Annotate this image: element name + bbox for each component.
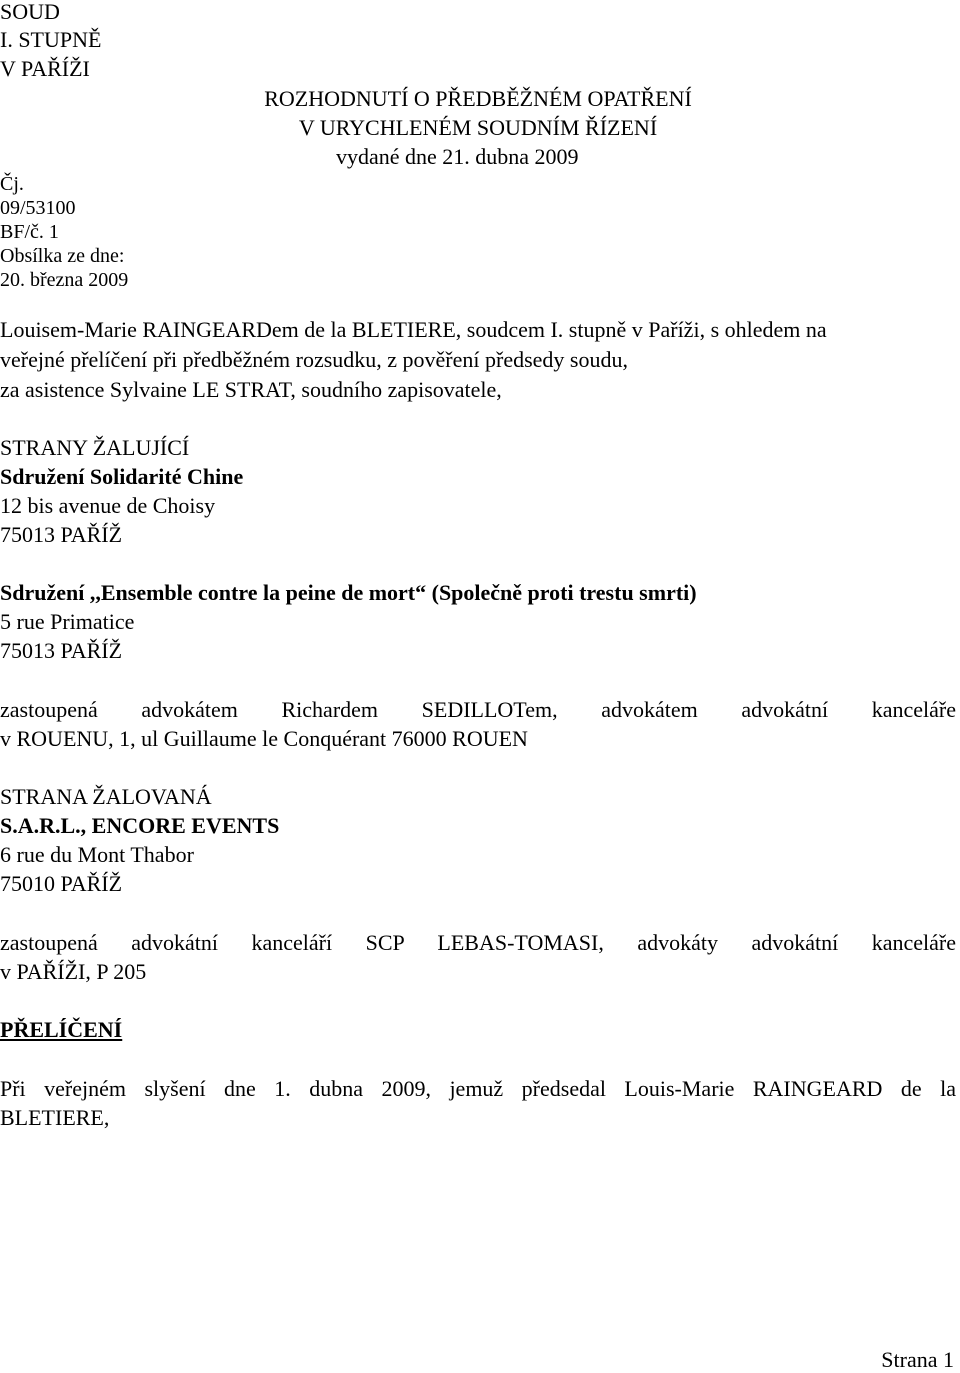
defendant-counsel-line-2: v PAŘÍŽI, P 205 xyxy=(0,959,147,984)
hearing-line-1: Při veřejném slyšení dne 1. dubna 2009, jemuž předsedal Louis-Marie RAINGEARD de la xyxy=(0,1076,956,1101)
case-ref-label: Čj. xyxy=(0,173,24,195)
plaintiff-2-street: 5 rue Primatice xyxy=(0,609,135,634)
defendant-heading: STRANA ŽALOVANÁ xyxy=(0,784,212,809)
plaintiff-1-name: Sdružení Solidarité Chine xyxy=(0,464,244,489)
summons-date: 20. března 2009 xyxy=(0,269,129,291)
intro-line-2: veřejné přelíčení při předběžném rozsudku, z pověření předsedy soudu, xyxy=(0,347,628,372)
case-ref-bf: BF/č. 1 xyxy=(0,221,59,243)
plaintiff-2-name: Sdružení ,,Ensemble contre la peine de mort“ (Společně proti trestu smrti) xyxy=(0,580,697,605)
decision-date: vydané dne 21. dubna 2009 xyxy=(336,144,579,169)
case-ref-number: 09/53100 xyxy=(0,197,76,219)
plaintiff-1-city: 75013 PAŘÍŽ xyxy=(0,522,123,547)
intro-line-3: za asistence Sylvaine LE STRAT, soudního zapisovatele, xyxy=(0,377,502,402)
intro-line-1: Louisem-Marie RAINGEARDem de la BLETIERE, soudcem I. stupně v Paříži, s ohledem na xyxy=(0,317,827,342)
decision-title-2: V URYCHLENÉM SOUDNÍM ŘÍZENÍ xyxy=(298,115,658,140)
court-name-line-3: V PAŘÍŽI xyxy=(0,56,90,81)
decision-title-1: ROZHODNUTÍ O PŘEDBĚŽNÉM OPATŘENÍ xyxy=(264,86,692,111)
plaintiffs-counsel-line-2: v ROUENU, 1, ul Guillaume le Conquérant 76000 ROUEN xyxy=(0,726,528,751)
hearing-line-2: BLETIERE, xyxy=(0,1105,110,1130)
defendant-counsel-line-1: zastoupená advokátní kanceláří SCP LEBAS-TOMASI, advokáty advokátní kanceláře xyxy=(0,930,956,955)
defendant-city: 75010 PAŘÍŽ xyxy=(0,871,123,896)
plaintiffs-heading: STRANY ŽALUJÍCÍ xyxy=(0,435,190,460)
summons-label: Obsílka ze dne: xyxy=(0,245,125,267)
plaintiffs-counsel-line-1: zastoupená advokátem Richardem SEDILLOTem, advokátem advokátní kanceláře xyxy=(0,697,956,722)
defendant-street: 6 rue du Mont Thabor xyxy=(0,842,194,867)
court-name-line-2: I. STUPNĚ xyxy=(0,27,102,52)
court-name-line-1: SOUD xyxy=(0,0,60,24)
plaintiff-1-street: 12 bis avenue de Choisy xyxy=(0,493,216,518)
hearing-heading: PŘELÍČENÍ xyxy=(0,1017,123,1042)
page-number: Strana 1 xyxy=(881,1347,954,1372)
plaintiff-2-city: 75013 PAŘÍŽ xyxy=(0,638,123,663)
defendant-name: S.A.R.L., ENCORE EVENTS xyxy=(0,813,280,838)
